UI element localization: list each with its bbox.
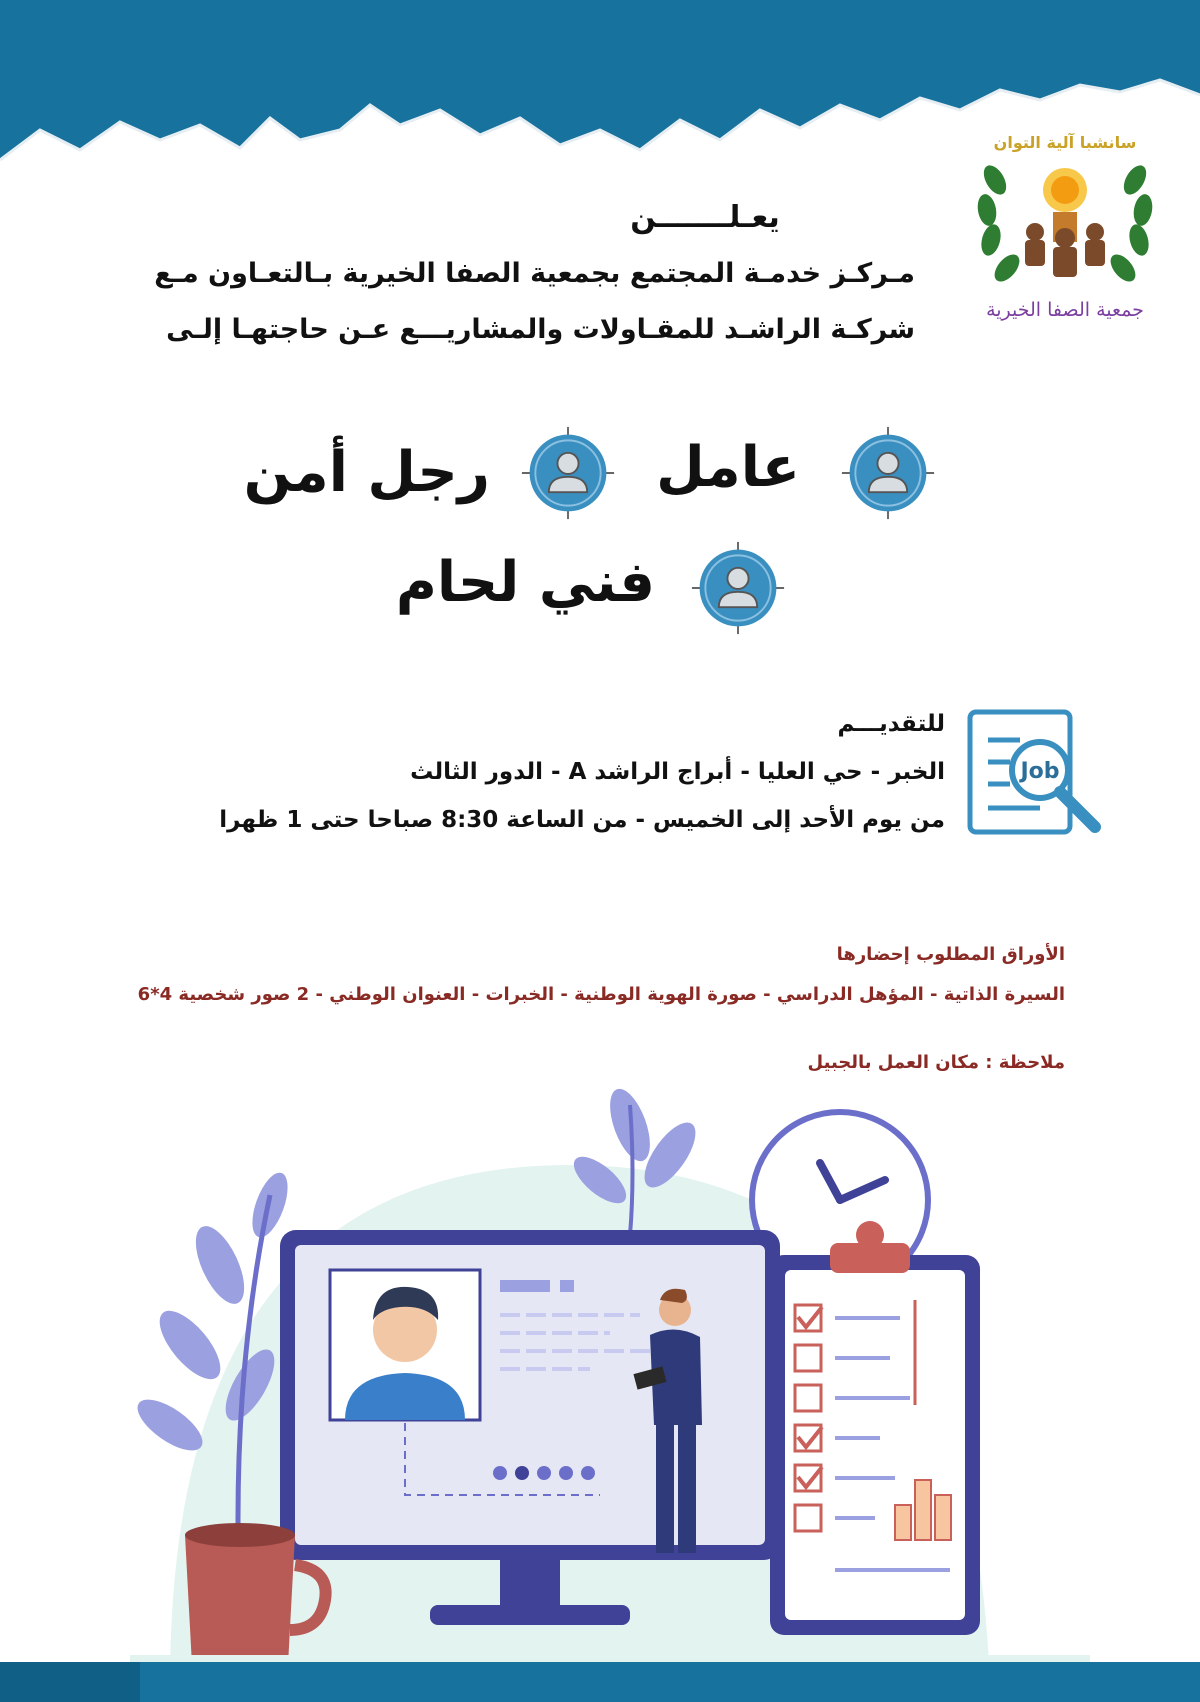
intro-line-1: مـركـز خدمـة المجتمع بجمعية الصفا الخيرية بـالتعـاون مـع: [154, 258, 915, 289]
hiring-illustration: [130, 1085, 1090, 1685]
workplace-note: ملاحظة : مكان العمل بالجبيل: [807, 1052, 1065, 1073]
apply-info: [185, 700, 945, 844]
required-documents: [65, 935, 1065, 1083]
clipboard-icon: [770, 1221, 980, 1635]
footer-bar: [0, 1662, 1200, 1702]
job-title-worker: عامل: [656, 435, 800, 500]
documents-heading: الأوراق المطلوب إحضارها: [836, 944, 1065, 965]
intro-line-2: شركـة الراشـد للمقـاولات والمشاريـــع عـن حاجتهـا إلـى: [166, 314, 915, 345]
announcement-intro: [155, 190, 915, 358]
job-label: Job: [1020, 759, 1060, 784]
job-search-document-icon: [960, 700, 1110, 850]
user-target-icon: [690, 540, 786, 636]
logo-top-text: سانشبا آلية التوان: [993, 133, 1137, 152]
job-title-welding-technician: فني لحام: [395, 550, 655, 615]
laurel-emblem-icon: [965, 120, 1165, 340]
user-target-icon: [520, 425, 616, 521]
job-title-security-guard: رجل أمن: [243, 440, 490, 505]
logo-bottom-text: جمعية الصفا الخيرية: [986, 299, 1144, 321]
footer-bar-accent: [0, 1662, 140, 1702]
charity-logo: [965, 120, 1165, 340]
apply-address: الخبر - حي العليا - أبراج الراشد A - الدور الثالث: [410, 759, 945, 785]
documents-list: السيرة الذاتية - المؤهل الدراسي - صورة الهوية الوطنية - الخبرات - العنوان الوطني - 2 صور شخصية 4*6: [137, 984, 1065, 1005]
apply-heading: للتقديـــم: [837, 711, 945, 737]
apply-hours: من يوم الأحد إلى الخميس - من الساعة 8:30 صباحا حتى 1 ظهرا: [219, 807, 945, 833]
user-target-icon: [840, 425, 936, 521]
announce-word: يعـلـــــــن: [630, 200, 780, 235]
